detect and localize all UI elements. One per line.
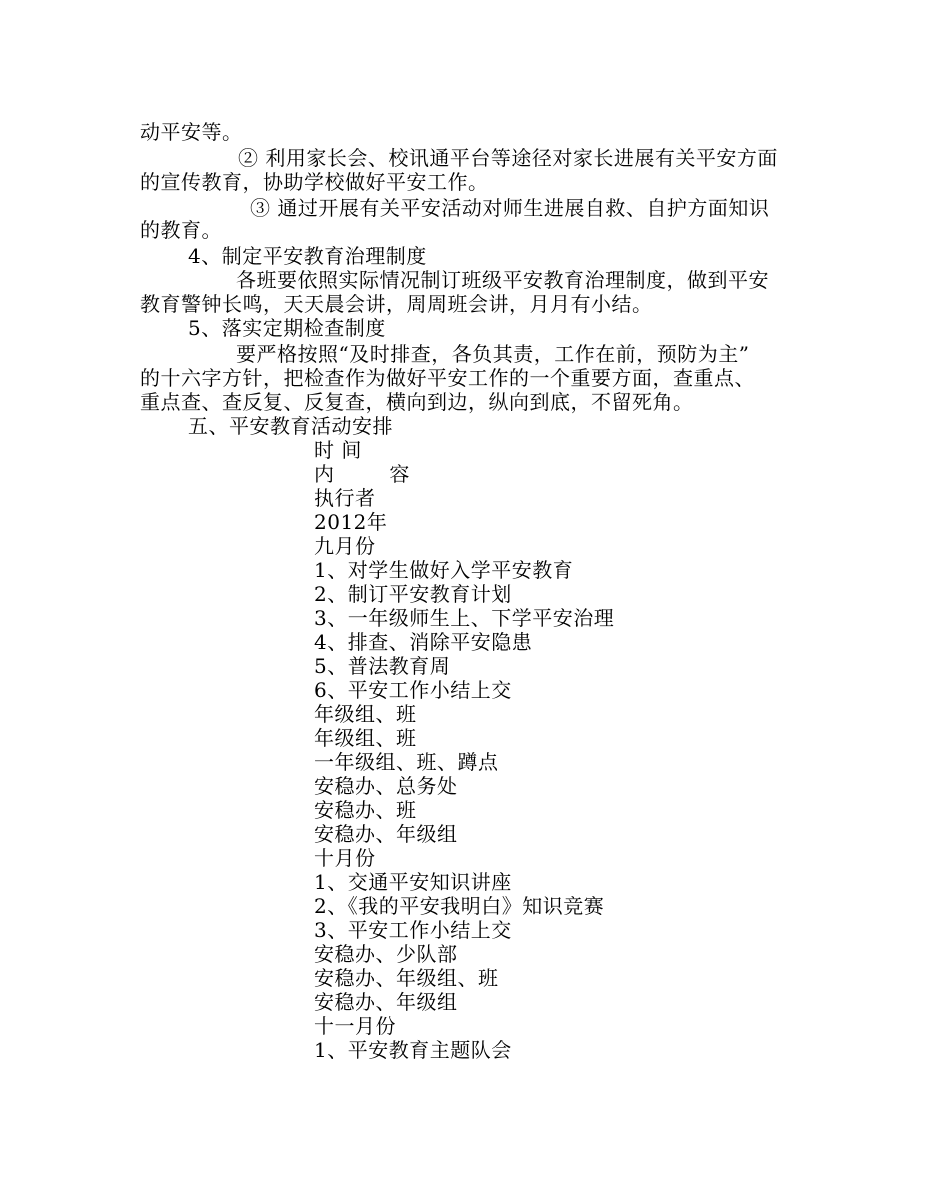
schedule-line: 2、制订平安教育计划 bbox=[314, 582, 512, 606]
schedule-line: 3、一年级师生上、下学平安治理 bbox=[314, 606, 615, 630]
paragraph-line: ② 利用家长会、校讯通平台等途径对家长进展有关平安方面 bbox=[238, 146, 778, 170]
section-heading: 5、落实定期检查制度 bbox=[188, 316, 386, 340]
paragraph-line: 的十六字方针，把检查作为做好平安工作的一个重要方面，查重点、 bbox=[140, 366, 755, 390]
paragraph-line: 动平安等。 bbox=[140, 120, 243, 144]
schedule-line: 5、普法教育周 bbox=[314, 654, 451, 678]
paragraph-line: 重点查、查反复、反复查，横向到边，纵向到底，不留死角。 bbox=[140, 390, 694, 414]
schedule-line: 安稳办、班 bbox=[314, 798, 417, 822]
schedule-line: 安稳办、少队部 bbox=[314, 942, 458, 966]
schedule-line: 安稳办、年级组 bbox=[314, 990, 458, 1014]
schedule-line: 3、平安工作小结上交 bbox=[314, 918, 512, 942]
schedule-line: 2012年 bbox=[314, 510, 388, 534]
paragraph-line: 的教育。 bbox=[140, 218, 222, 242]
paragraph-line: 各班要依照实际情况制订班级平安教育治理制度，做到平安 bbox=[236, 268, 769, 292]
paragraph-line: 教育警钟长鸣，天天晨会讲，周周班会讲，月月有小结。 bbox=[140, 292, 653, 316]
schedule-line: 2、《我的平安我明白》知识竞赛 bbox=[314, 894, 605, 918]
schedule-line: 执行者 bbox=[314, 486, 376, 510]
schedule-line: 1、对学生做好入学平安教育 bbox=[314, 558, 574, 582]
paragraph-line: 的宣传教育，协助学校做好平安工作。 bbox=[140, 170, 489, 194]
schedule-line: 4、排查、消除平安隐患 bbox=[314, 630, 533, 654]
schedule-line: 年级组、班 bbox=[314, 726, 417, 750]
schedule-line: 6、平安工作小结上交 bbox=[314, 678, 512, 702]
schedule-line: 九月份 bbox=[314, 534, 376, 558]
section-heading: 4、制定平安教育治理制度 bbox=[188, 244, 427, 268]
paragraph-line: ③ 通过开展有关平安活动对师生进展自救、自护方面知识 bbox=[250, 196, 770, 220]
schedule-line: 年级组、班 bbox=[314, 702, 417, 726]
schedule-line: 时 间 bbox=[314, 438, 362, 462]
schedule-line: 安稳办、总务处 bbox=[314, 774, 458, 798]
schedule-line: 内 容 bbox=[314, 462, 410, 486]
schedule-line: 十月份 bbox=[314, 846, 376, 870]
schedule-line: 十一月份 bbox=[314, 1014, 396, 1038]
paragraph-line: 要严格按照“及时排查，各负其责，工作在前，预防为主” bbox=[236, 342, 750, 366]
schedule-line: 一年级组、班、蹲点 bbox=[314, 750, 499, 774]
schedule-line: 1、平安教育主题队会 bbox=[314, 1038, 512, 1062]
section-heading: 五、平安教育活动安排 bbox=[188, 414, 393, 438]
schedule-line: 安稳办、年级组、班 bbox=[314, 966, 499, 990]
schedule-line: 安稳办、年级组 bbox=[314, 822, 458, 846]
schedule-line: 1、交通平安知识讲座 bbox=[314, 870, 512, 894]
